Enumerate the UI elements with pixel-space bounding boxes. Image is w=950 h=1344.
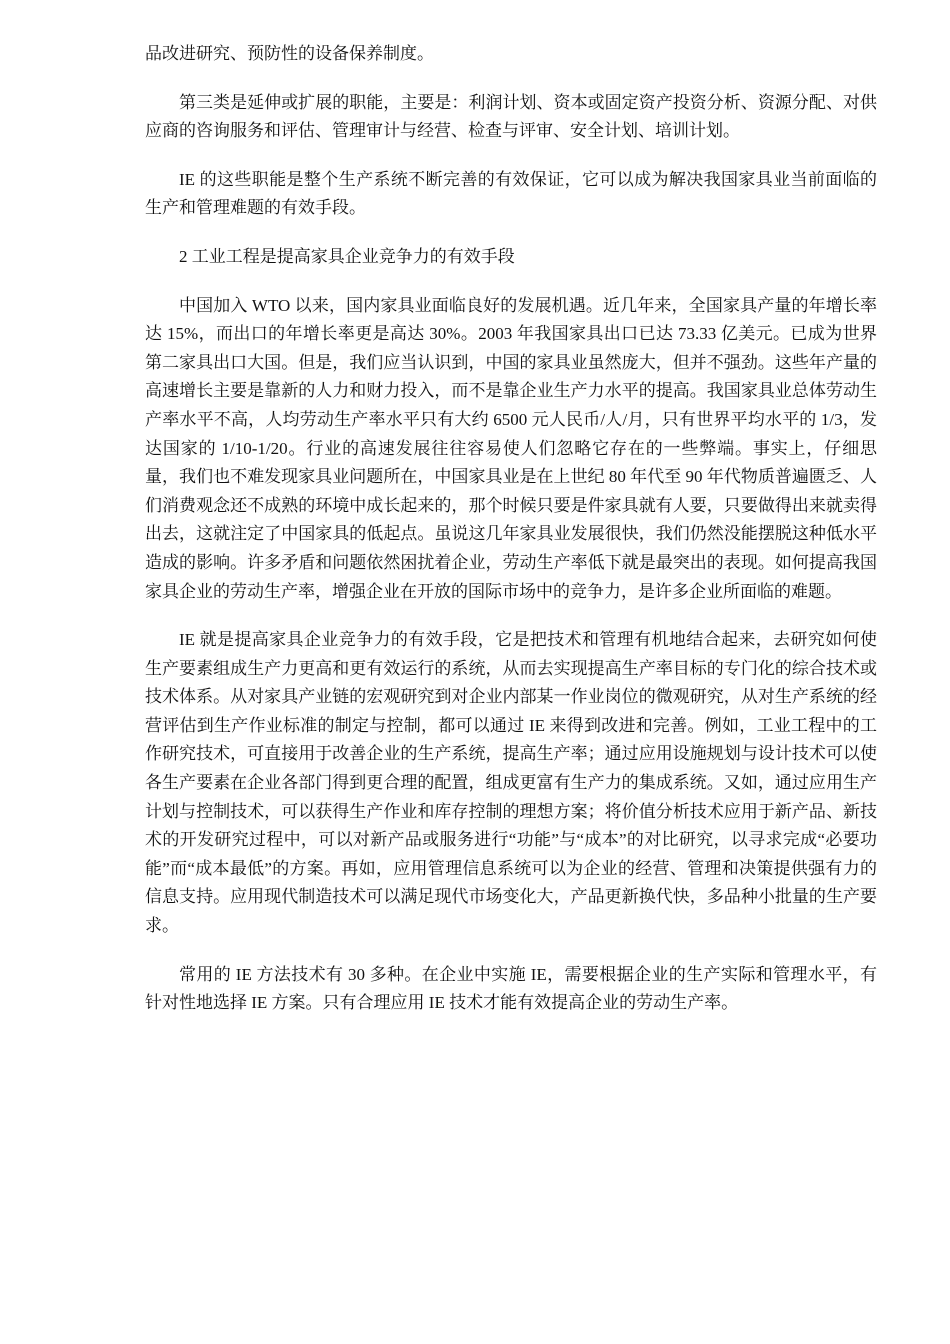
paragraph-ie-functions-summary: IE 的这些职能是整个生产系统不断完善的有效保证，它可以成为解决我国家具业当前面临的生产和管理难题的有效手段。 (145, 169, 877, 218)
paragraph-extended-functions: 第三类是延伸或扩展的职能，主要是：利润计划、资本或固定资产投资分析、资源分配、对供应商的咨询服务和评估、管理审计与经营、检查与评审、安全计划、培训计划。 (145, 92, 877, 141)
section-heading-2: 2 工业工程是提高家具企业竞争力的有效手段 (179, 246, 515, 266)
document-page (145, 40, 877, 1038)
paragraph-continuation: 品改进研究、预防性的设备保养制度。 (145, 44, 434, 63)
paragraph-ie-competitiveness: IE 就是提高家具企业竞争力的有效手段，它是把技术和管理有机地结合起来，去研究如何使生产要素组成生产力更高和更有效运行的系统，从而去实现提高生产率目标的专门化的综合技术或技术体系。从对家具产业链的宏观研究到对企业内部某一作业岗位的微观研究，从对生产系统的经营评估到生产作业标准的制定与控制，都可以通过 IE 来得到改进和完善。例如，工业工程中的工作研究技术，可直接用于改善企业的生产系统，提高生产率；通过应用设施规划与设计技术可以使各生产要素在企业各部门得到更合理的配置，组成更富有生产力的集成系统。又如，通过应用生产计划与控制技术，可以获得生产作业和库存控制的理想方案；将价值分析技术应用于新产品、新技术的开发研究过程中，可以对新产品或服务进行“功能”与“成本”的对比研究，以寻求完成“必要功能”而“成本最低”的方案。再如，应用管理信息系统可以为企业的经营、管理和决策提供强有力的信息支持。应用现代制造技术可以满足现代市场变化大，产品更新换代快，多品种小批量的生产要求。 (145, 630, 877, 936)
paragraph-china-wto: 中国加入 WTO 以来，国内家具业面临良好的发展机遇。近几年来，全国家具产量的年增长率达 15%，而出口的年增长率更是高达 30%。2003 年我国家具出口已达 73.33 亿美元。已成为世界第二家具出口大国。但是，我们应当认识到，中国的家具业虽然庞大，但并不强劲。这些年产量的高速增长主要是靠新的人力和财力投入，而不是靠企业生产力水平的提高。我国家具业总体劳动生产率水平不高，人均劳动生产率水平只有大约 6500 元人民币/人/月，只有世界平均水平的 1/3，发达国家的 1/10-1/20。行业的高速发展往往容易使人们忽略它存在的一些弊端。事实上，仔细思量，我们也不难发现家具业问题所在，中国家具业是在上世纪 80 年代至 90 年代物质普遍匮乏、人们消费观念还不成熟的环境中成长起来的，那个时候只要是件家具就有人要，只要做得出来就卖得出去，这就注定了中国家具的低起点。虽说这几年家具业发展很快，我们仍然没能摆脱这种低水平造成的影响。许多矛盾和问题依然困扰着企业，劳动生产率低下就是最突出的表现。如何提高我国家具企业的劳动生产率，增强企业在开放的国际市场中的竞争力，是许多企业所面临的难题。 (145, 295, 877, 601)
paragraph-ie-methods: 常用的 IE 方法技术有 30 多种。在企业中实施 IE，需要根据企业的生产实际和管理水平，有针对性地选择 IE 方案。只有合理应用 IE 技术才能有效提高企业的劳动生产率。 (145, 964, 877, 1013)
